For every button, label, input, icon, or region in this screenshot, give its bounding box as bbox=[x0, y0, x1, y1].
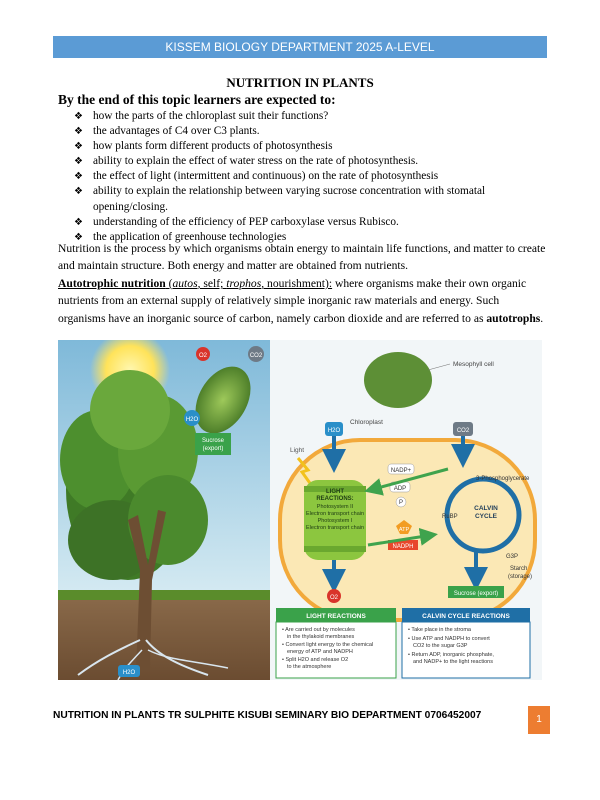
rubp-label: RuBP bbox=[442, 514, 458, 520]
starch-label: Starch bbox=[510, 566, 528, 572]
pga-label: 3-Phosphoglycerate bbox=[476, 476, 530, 482]
objectives-list bbox=[72, 109, 552, 245]
light-reactions-box bbox=[276, 608, 396, 678]
calvin-cycle-label: CALVIN bbox=[474, 505, 498, 512]
nadp-label: NADP+ bbox=[390, 468, 412, 474]
svg-text:CYCLE: CYCLE bbox=[474, 513, 498, 520]
svg-text:CO2 to the sugar G3P: CO2 to the sugar G3P bbox=[413, 643, 468, 649]
o2-label: O2 bbox=[198, 353, 208, 359]
diamond-bullet-icon: ❖ bbox=[74, 171, 83, 183]
svg-text:• Use ATP and NADPH to convert: • Use ATP and NADPH to convert bbox=[408, 636, 490, 642]
footer-text: NUTRITION IN PLANTS TR SULPHITE KISUBI SEMINARY BIO DEPARTMENT 0706452007 bbox=[53, 710, 482, 721]
svg-text:Photosystem II: Photosystem II bbox=[316, 504, 354, 510]
svg-text:LIGHT REACTIONS: LIGHT REACTIONS bbox=[306, 613, 366, 620]
svg-text:CALVIN CYCLE REACTIONS: CALVIN CYCLE REACTIONS bbox=[422, 613, 510, 620]
list-item: ❖ the effect of light (intermittent and continuous) on the rate of photosynthesis bbox=[72, 169, 552, 184]
diamond-bullet-icon: ❖ bbox=[74, 231, 83, 243]
g3p-label: G3P bbox=[506, 554, 519, 560]
page-number: 1 bbox=[528, 706, 550, 734]
chloroplast-label: Chloroplast bbox=[350, 419, 383, 426]
diamond-bullet-icon: ❖ bbox=[74, 126, 83, 138]
h2o-root-label: H2O bbox=[122, 670, 136, 676]
svg-text:O2: O2 bbox=[329, 595, 339, 601]
diamond-bullet-icon: ❖ bbox=[74, 141, 83, 153]
autotrophic-paragraph: Autotrophic nutrition (autos, self; trophos, nourishment): where organisms make their own organic nutrients from an external supply of relatively simple inorganic raw materials and energy. Such organisms have an inorganic source of carbon, namely carbon dioxide and are referred to as autotrophs. bbox=[58, 277, 544, 325]
svg-text:Sucrose (export): Sucrose (export) bbox=[453, 591, 499, 597]
svg-text:P: P bbox=[398, 500, 404, 506]
svg-text:Sucrose: Sucrose bbox=[201, 438, 225, 444]
list-item: ❖ understanding of the efficiency of PEP carboxylase versus Rubisco. bbox=[72, 215, 552, 230]
list-item: ❖ ability to explain the relationship between varying sucrose concentration with stomatal opening/closing. bbox=[74, 185, 486, 213]
adp-label: ADP bbox=[393, 486, 407, 492]
svg-text:REACTIONS:: REACTIONS: bbox=[316, 496, 354, 502]
list-item: ❖ how plants form different products of photosynthesis bbox=[72, 139, 552, 154]
diamond-bullet-icon: ❖ bbox=[74, 156, 83, 168]
nutrition-definition: Nutrition is the process by which organisms obtain energy to maintain life functions, and matter to create and maintain structure. Both energy and matter are obtained from nutrients. bbox=[58, 242, 546, 273]
photosynthesis-figure bbox=[58, 340, 542, 680]
term-autotrophic: Autotrophic nutrition bbox=[58, 277, 166, 290]
svg-text:(storage): (storage) bbox=[508, 574, 533, 580]
svg-text:NADPH: NADPH bbox=[392, 544, 414, 550]
svg-text:Electron transport chain: Electron transport chain bbox=[305, 511, 365, 517]
svg-text:Electron transport chain: Electron transport chain bbox=[305, 525, 365, 531]
mesophyll-label: Mesophyll cell bbox=[453, 361, 494, 368]
mesophyll-cell bbox=[364, 352, 432, 408]
list-item: ❖ the application of greenhouse technologies bbox=[72, 230, 552, 245]
objectives-intro: By the end of this topic learners are expected to: bbox=[58, 92, 336, 107]
h2o-label: H2O bbox=[185, 417, 199, 423]
svg-text:• Are carried out by molecules: • Are carried out by molecules bbox=[282, 627, 355, 633]
calvin-cycle-reactions-box bbox=[402, 608, 530, 678]
light-label: Light bbox=[290, 447, 305, 454]
svg-text:(export): (export) bbox=[202, 446, 224, 452]
svg-text:• Take place in the stroma: • Take place in the stroma bbox=[408, 627, 471, 633]
svg-text:• Return ADP, inorganic phosph: • Return ADP, inorganic phosphate, bbox=[408, 652, 494, 658]
co2-label: CO2 bbox=[249, 353, 263, 359]
list-item: ❖ ability to explain the effect of water stress on the rate of photosynthesis. bbox=[72, 154, 552, 169]
svg-text:• Split H2O and release O2: • Split H2O and release O2 bbox=[282, 657, 349, 663]
svg-text:to the atmosphere: to the atmosphere bbox=[287, 664, 332, 670]
svg-text:H2O: H2O bbox=[327, 428, 341, 434]
list-item: ❖ how the parts of the chloroplast suit their functions? bbox=[72, 109, 552, 124]
page-title: NUTRITION IN PLANTS bbox=[226, 75, 374, 90]
svg-text:energy of ATP and NADPH: energy of ATP and NADPH bbox=[287, 649, 353, 655]
diamond-bullet-icon: ❖ bbox=[74, 111, 83, 122]
svg-text:ATP: ATP bbox=[398, 527, 410, 533]
svg-text:• Convert light energy to the: • Convert light energy to the chemical bbox=[282, 642, 374, 648]
term-autotrophs: autotrophs bbox=[486, 311, 541, 325]
svg-text:Photosystem I: Photosystem I bbox=[317, 518, 353, 524]
diamond-bullet-icon: ❖ bbox=[74, 186, 83, 198]
svg-text:CO2: CO2 bbox=[456, 428, 470, 434]
svg-text:LIGHT: LIGHT bbox=[326, 489, 344, 495]
diamond-bullet-icon: ❖ bbox=[74, 216, 83, 228]
svg-text:and NADP+ to the light reactio: and NADP+ to the light reactions bbox=[413, 659, 493, 665]
svg-text:in the thylakoid membranes: in the thylakoid membranes bbox=[287, 634, 355, 640]
list-item: ❖ the advantages of C4 over C3 plants. bbox=[72, 124, 552, 139]
header-bar: KISSEM BIOLOGY DEPARTMENT 2025 A-LEVEL bbox=[53, 36, 547, 58]
